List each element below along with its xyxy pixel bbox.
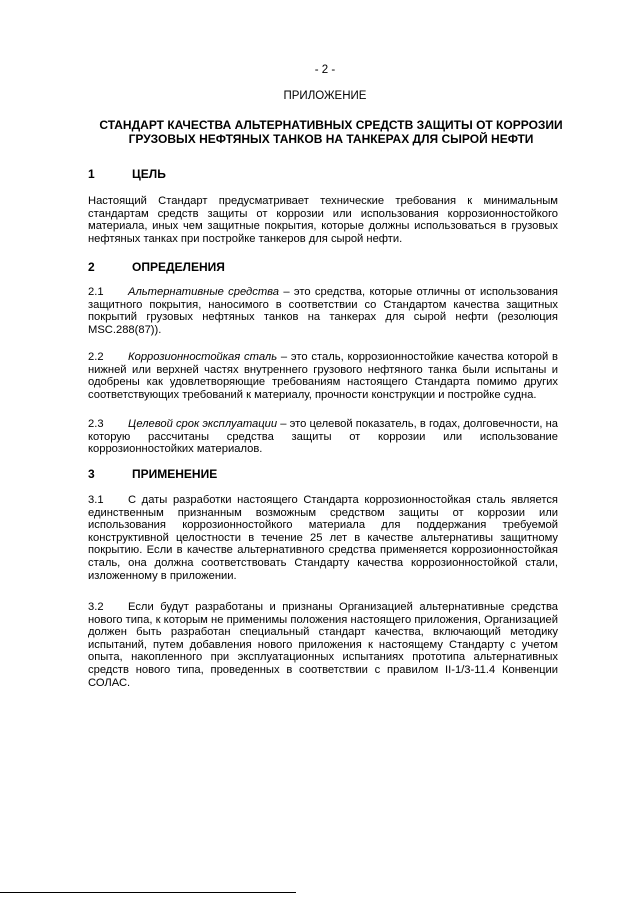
section-1-paragraph <box>88 195 558 245</box>
footer-divider <box>0 892 296 893</box>
section-1-heading <box>88 167 166 181</box>
paragraph-2-2-text: – это сталь, коррозионностойкие качества которой в нижней или верхней частях внутреннего грузового нефтяного танка были испытаны и одобрены как удовлетворяющие требованиям настоящего Стандарта помимо других соответствующих требований к материалу, прочности конструкции и постройке судна. <box>88 351 559 401</box>
section-2-heading <box>88 260 225 274</box>
page-number: - 2 - <box>314 64 336 76</box>
section-1-paragraph-text: Настоящий Стандарт предусматривает технические требования к минимальным стандартам средств защиты от коррозии или использования коррозионностойкого материала, иных чем защитные покрытия, которые должны использоваться в грузовых нефтяных танках при постройке танкеров для сырой нефти. <box>88 195 558 245</box>
paragraph-2-3-text: – это целевой показатель, в годах, долговечности, на которую рассчитаны средства защиты от коррозии или использование коррозионностойких материалов. <box>88 418 558 456</box>
paragraph-3-2-number: 3.2 <box>88 601 104 613</box>
section-1-title: ЦЕЛЬ <box>132 167 166 181</box>
paragraph-3-1 <box>88 494 558 582</box>
paragraph-2-3 <box>88 418 558 456</box>
paragraph-2-2 <box>88 351 558 401</box>
paragraph-3-1-number: 3.1 <box>88 494 104 506</box>
section-2-number: 2 <box>88 260 95 274</box>
paragraph-2-3-number: 2.3 <box>88 418 104 430</box>
paragraph-2-1 <box>88 286 558 336</box>
section-3-title: ПРИМЕНЕНИЕ <box>132 467 218 481</box>
paragraph-2-2-term: Коррозионностойкая сталь <box>128 351 278 363</box>
section-3-heading <box>88 467 217 481</box>
paragraph-2-1-term: Альтернативные средства <box>128 286 279 298</box>
section-2-title: ОПРЕДЕЛЕНИЯ <box>132 260 225 274</box>
paragraph-3-2-text: Если будут разработаны и признаны Организацией альтернативные средства нового типа, к которым не применимы положения настоящего приложения, Организацией должен быть разработан специальный стандарт качества, включающий методику испытаний, путем добавления нового приложения к настоящему Стандарту с учетом опыта, накопленного при эксплуатационных испытаниях прототипа альтернативных средств нового типа, проведенных в соответствии с правилом II-1/3-11.4 Конвенции СОЛАС. <box>88 601 558 689</box>
paragraph-3-2 <box>88 601 558 689</box>
section-1-number: 1 <box>88 167 95 181</box>
paragraph-2-3-term: Целевой срок эксплуатации <box>128 418 278 430</box>
paragraph-3-1-text: С даты разработки настоящего Стандарта коррозионностойкая сталь является единственным признанным возможным средством защиты от коррозии или использования коррозионностойкого материала для поддержания требуемой конструктивной целостности в течение 25 лет в качестве альтернативы защитному покрытию. Если в качестве альтернативного средства применяется коррозионностойкая сталь, она должна соответствовать Стандарту качества коррозионностойкой стали, изложенному в приложении. <box>88 494 558 582</box>
section-3-number: 3 <box>88 467 95 481</box>
paragraph-2-2-number: 2.2 <box>88 351 104 363</box>
paragraph-2-1-text: – это средства, которые отличны от использования защитного покрытия, наносимого в соответствии со Стандартом качества защитных покрытий грузовых нефтяных танков на танкерах для сырой нефти (резолюция MSC.288(87)). <box>88 286 558 336</box>
document-title-line-2: ГРУЗОВЫХ НЕФТЯНЫХ ТАНКОВ НА ТАНКЕРАХ ДЛЯ СЫРОЙ НЕФТИ <box>128 132 534 146</box>
paragraph-2-1-number: 2.1 <box>88 286 104 298</box>
document-title <box>96 118 566 146</box>
document-title-line-1: СТАНДАРТ КАЧЕСТВА АЛЬТЕРНАТИВНЫХ СРЕДСТВ ЗАЩИТЫ ОТ КОРРОЗИИ <box>99 118 563 132</box>
annex-label: ПРИЛОЖЕНИЕ <box>283 90 367 102</box>
